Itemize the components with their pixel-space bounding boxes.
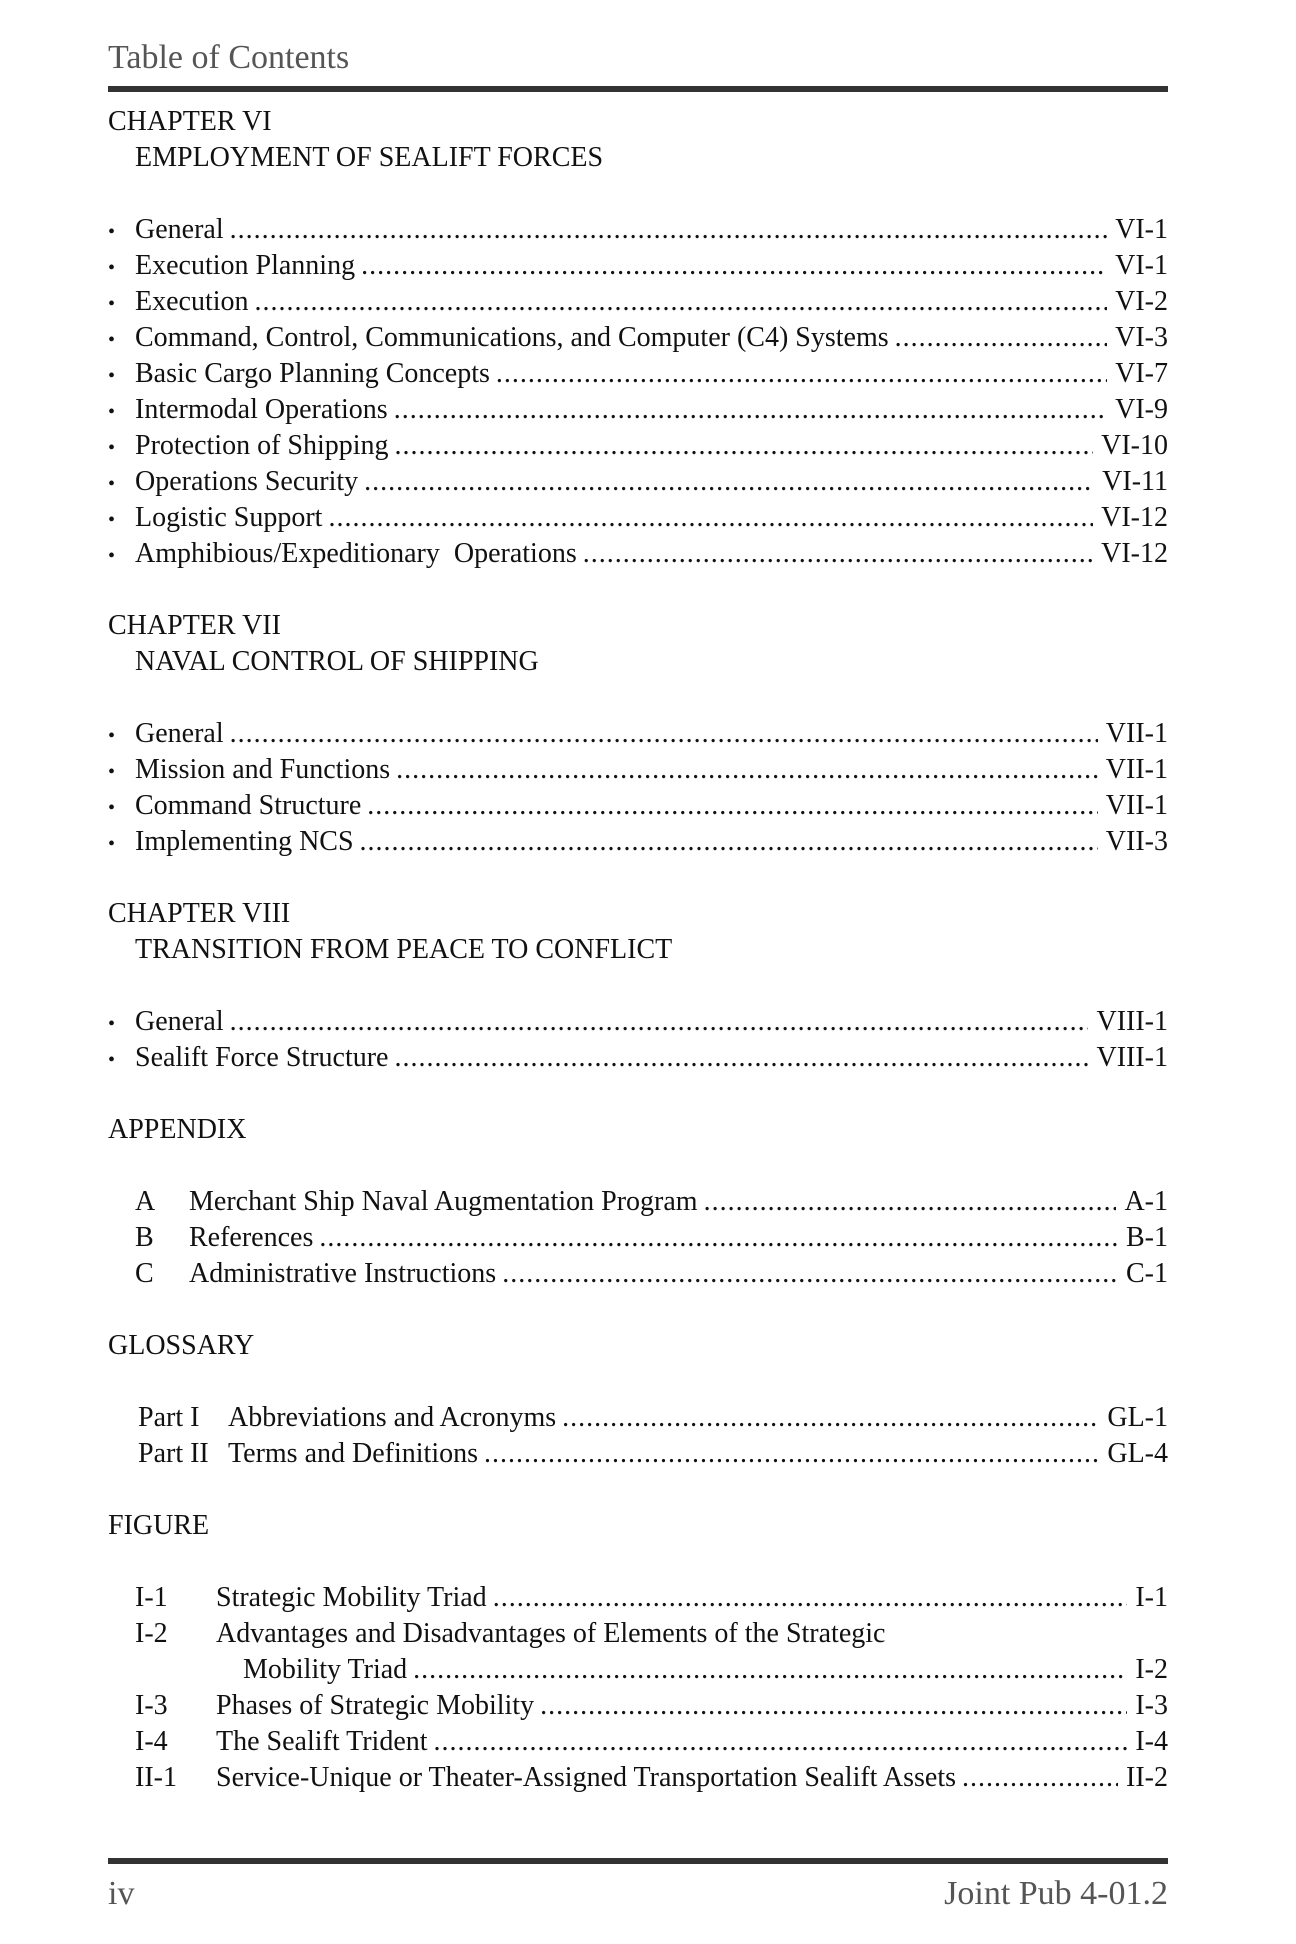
chapter-title: EMPLOYMENT OF SEALIFT FORCES bbox=[135, 142, 604, 173]
chapter-heading: CHAPTER VI bbox=[108, 106, 272, 137]
entry-label: C bbox=[135, 1258, 154, 1289]
page-ref: VI-1 bbox=[1115, 250, 1168, 281]
page-ref: VI-2 bbox=[1115, 286, 1168, 317]
dot-leader bbox=[493, 1580, 1128, 1616]
entry-label: Part II bbox=[138, 1438, 209, 1469]
page-header bbox=[108, 36, 1168, 92]
dot-leader bbox=[502, 1256, 1118, 1292]
section-heading-figure: FIGURE bbox=[108, 1510, 210, 1541]
bullet-icon: • bbox=[108, 329, 116, 351]
chapter-heading: CHAPTER VII bbox=[108, 610, 281, 641]
appendix-entry[interactable]: B References ..... B-1 bbox=[108, 1220, 1168, 1256]
figure-entry-continuation[interactable]: Mobility Triad ..... I-2 bbox=[108, 1652, 1168, 1688]
appendix-entry[interactable]: C Administrative Instructions ..... C-1 bbox=[108, 1256, 1168, 1292]
page-ref: VIII-1 bbox=[1096, 1006, 1168, 1037]
dot-leader bbox=[367, 788, 1098, 824]
dot-leader bbox=[434, 1724, 1128, 1760]
dot-leader bbox=[540, 1688, 1127, 1724]
toc-entry[interactable]: • Sealift Force Structure ..... VIII-1 bbox=[108, 1040, 1168, 1076]
entry-label: I-2 bbox=[135, 1618, 168, 1649]
figure-entry[interactable]: I-1 Strategic Mobility Triad ..... I-1 bbox=[108, 1580, 1168, 1616]
dot-leader bbox=[319, 1220, 1118, 1256]
dot-leader bbox=[230, 1004, 1089, 1040]
page-ref: GL-4 bbox=[1107, 1438, 1168, 1469]
bullet-icon: • bbox=[108, 437, 116, 459]
bullet-icon: • bbox=[108, 473, 116, 495]
entry-label: II-1 bbox=[135, 1762, 177, 1793]
dot-leader bbox=[364, 464, 1094, 500]
bullet-icon: • bbox=[108, 797, 116, 819]
dot-leader bbox=[361, 248, 1107, 284]
page-ref: VI-9 bbox=[1115, 394, 1168, 425]
dot-leader bbox=[360, 824, 1098, 860]
chapter-title: NAVAL CONTROL OF SHIPPING bbox=[135, 646, 539, 677]
bullet-icon: • bbox=[108, 833, 116, 855]
toc-entry[interactable]: • Intermodal Operations ..... VI-9 bbox=[108, 392, 1168, 428]
entry-label: I-3 bbox=[135, 1690, 168, 1721]
toc-entry[interactable]: • Basic Cargo Planning Concepts ..... VI-7 bbox=[108, 356, 1168, 392]
entry-label: I-1 bbox=[135, 1582, 168, 1613]
chapter-heading: CHAPTER VIII bbox=[108, 898, 291, 929]
toc-entry[interactable]: • General ..... VII-1 bbox=[108, 716, 1168, 752]
bullet-icon: • bbox=[108, 365, 116, 387]
page-ref: VI-10 bbox=[1101, 430, 1168, 461]
toc-entry[interactable]: • Execution ..... VI-2 bbox=[108, 284, 1168, 320]
dot-leader bbox=[230, 212, 1108, 248]
toc-entry[interactable]: • Logistic Support ..... VI-12 bbox=[108, 500, 1168, 536]
figure-entry[interactable]: I-2 Advantages and Disadvantages of Elements of the Strategic bbox=[108, 1616, 1168, 1652]
appendix-entry[interactable]: A Merchant Ship Naval Augmentation Program ..... A-1 bbox=[108, 1184, 1168, 1220]
toc-entry[interactable]: • General ..... VIII-1 bbox=[108, 1004, 1168, 1040]
page-ref: A-1 bbox=[1124, 1186, 1168, 1217]
dot-leader bbox=[496, 356, 1107, 392]
dot-leader bbox=[328, 500, 1093, 536]
figure-entry[interactable]: I-4 The Sealift Trident ..... I-4 bbox=[108, 1724, 1168, 1760]
toc-entry[interactable]: • Implementing NCS ..... VII-3 bbox=[108, 824, 1168, 860]
bullet-icon: • bbox=[108, 1013, 116, 1035]
toc-entry[interactable]: • Execution Planning ..... VI-1 bbox=[108, 248, 1168, 284]
toc-entry[interactable]: • Amphibious/Expeditionary Operations ..... VI-12 bbox=[108, 536, 1168, 572]
toc-entry[interactable]: • Command, Control, Communications, and Computer (C4) Systems ..... VI-3 bbox=[108, 320, 1168, 356]
figure-entry[interactable]: II-1 Service-Unique or Theater-Assigned Transportation Sealift Assets ..... II-2 bbox=[108, 1760, 1168, 1796]
dot-leader bbox=[895, 320, 1107, 356]
page-ref: VII-1 bbox=[1105, 718, 1168, 749]
page-ref: VI-1 bbox=[1115, 214, 1168, 245]
page-ref: I-3 bbox=[1135, 1690, 1168, 1721]
bullet-icon: • bbox=[108, 1049, 116, 1071]
dot-leader bbox=[230, 716, 1098, 752]
section-heading-glossary: GLOSSARY bbox=[108, 1330, 255, 1361]
dot-leader bbox=[962, 1760, 1118, 1796]
glossary-entry[interactable]: Part II Terms and Definitions ..... GL-4 bbox=[108, 1436, 1168, 1472]
bullet-icon: • bbox=[108, 257, 116, 279]
page-ref: VII-3 bbox=[1105, 826, 1168, 857]
bullet-icon: • bbox=[108, 725, 116, 747]
bullet-icon: • bbox=[108, 545, 116, 567]
dot-leader bbox=[395, 428, 1094, 464]
entry-label: I-4 bbox=[135, 1726, 168, 1757]
page-footer bbox=[108, 1858, 1168, 1916]
header-divider bbox=[108, 86, 1168, 92]
bullet-icon: • bbox=[108, 401, 116, 423]
figure-entry[interactable]: I-3 Phases of Strategic Mobility ..... I-3 bbox=[108, 1688, 1168, 1724]
page-ref: I-2 bbox=[1135, 1654, 1168, 1685]
footer-divider bbox=[108, 1858, 1168, 1864]
bullet-icon: • bbox=[108, 509, 116, 531]
page-ref: VII-1 bbox=[1105, 754, 1168, 785]
dot-leader bbox=[583, 536, 1093, 572]
dot-leader bbox=[255, 284, 1108, 320]
toc-entry[interactable]: • General ..... VI-1 bbox=[108, 212, 1168, 248]
toc-entry[interactable]: • Protection of Shipping ..... VI-10 bbox=[108, 428, 1168, 464]
dot-leader bbox=[704, 1184, 1117, 1220]
dot-leader bbox=[394, 392, 1107, 428]
dot-leader bbox=[562, 1400, 1099, 1436]
toc-content bbox=[108, 104, 1168, 1796]
page-ref: VI-7 bbox=[1115, 358, 1168, 389]
page-number: iv bbox=[108, 1875, 135, 1912]
glossary-entry[interactable]: Part I Abbreviations and Acronyms ..... GL-1 bbox=[108, 1400, 1168, 1436]
page-ref: I-1 bbox=[1135, 1582, 1168, 1613]
page-ref: C-1 bbox=[1126, 1258, 1168, 1289]
dot-leader bbox=[396, 752, 1098, 788]
dot-leader bbox=[484, 1436, 1099, 1472]
chapter-title: TRANSITION FROM PEACE TO CONFLICT bbox=[135, 934, 673, 965]
page-ref: VIII-1 bbox=[1096, 1042, 1168, 1073]
page-ref: VI-12 bbox=[1101, 502, 1168, 533]
toc-entry[interactable]: • Mission and Functions ..... VII-1 bbox=[108, 752, 1168, 788]
page-ref: VI-3 bbox=[1115, 322, 1168, 353]
entry-label: B bbox=[135, 1222, 154, 1253]
page-ref: VII-1 bbox=[1105, 790, 1168, 821]
dot-leader bbox=[413, 1652, 1127, 1688]
bullet-icon: • bbox=[108, 221, 116, 243]
page-ref: VI-11 bbox=[1102, 466, 1168, 497]
section-heading-appendix: APPENDIX bbox=[108, 1114, 247, 1145]
bullet-icon: • bbox=[108, 761, 116, 783]
page-ref: II-2 bbox=[1126, 1762, 1168, 1793]
page-ref: B-1 bbox=[1126, 1222, 1168, 1253]
page-ref: GL-1 bbox=[1107, 1402, 1168, 1433]
toc-entry[interactable]: • Operations Security ..... VI-11 bbox=[108, 464, 1168, 500]
entry-label: A bbox=[135, 1186, 156, 1217]
page-ref: I-4 bbox=[1135, 1726, 1168, 1757]
page-ref: VI-12 bbox=[1101, 538, 1168, 569]
page-title: Table of Contents bbox=[108, 39, 350, 76]
bullet-icon: • bbox=[108, 293, 116, 315]
dot-leader bbox=[394, 1040, 1088, 1076]
publication-id: Joint Pub 4-01.2 bbox=[944, 1875, 1168, 1912]
toc-entry[interactable]: • Command Structure ..... VII-1 bbox=[108, 788, 1168, 824]
entry-label: Part I bbox=[138, 1402, 200, 1433]
